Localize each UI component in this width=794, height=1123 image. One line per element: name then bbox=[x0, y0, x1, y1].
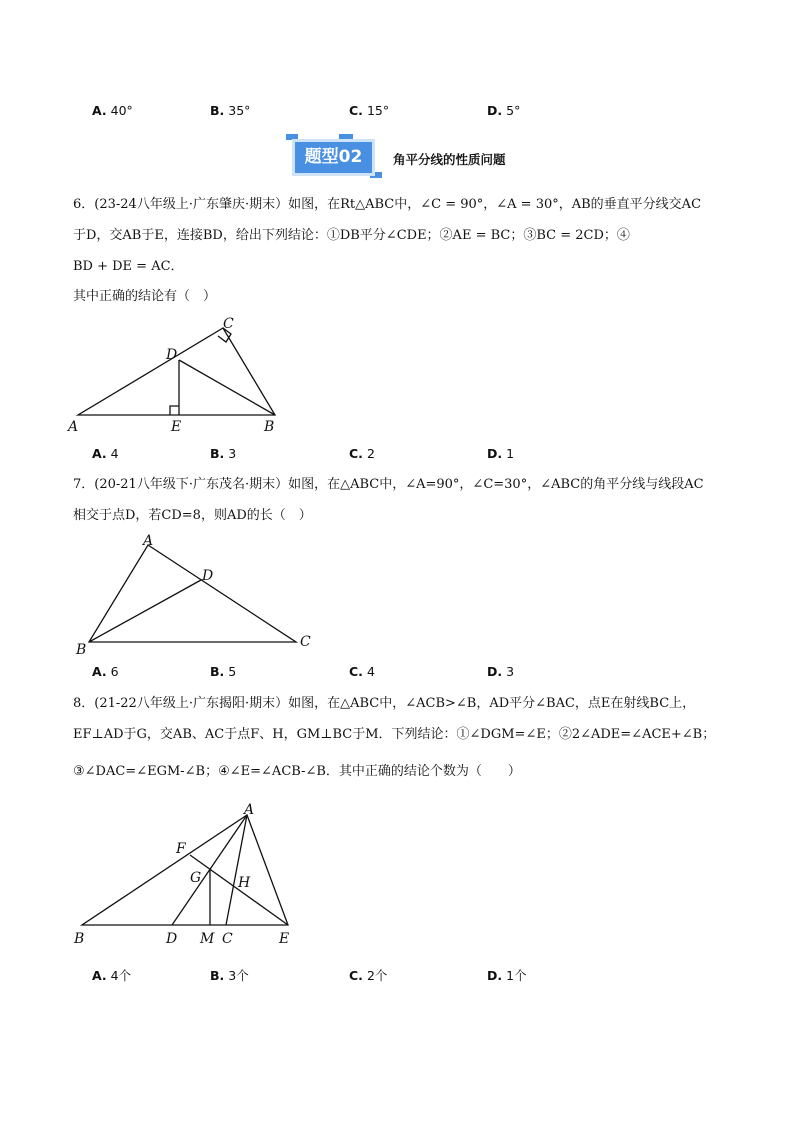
option-letter: D. bbox=[487, 446, 503, 461]
q7-segment-bd bbox=[89, 580, 201, 642]
q7-label-c: C bbox=[300, 634, 311, 650]
option-letter: B. bbox=[210, 968, 225, 983]
q6-segment-bd bbox=[179, 360, 275, 415]
q6-figure bbox=[60, 310, 300, 440]
q8-figure bbox=[60, 795, 320, 955]
option-letter: A. bbox=[92, 968, 107, 983]
q6-option-d[interactable] bbox=[487, 446, 514, 461]
q6-triangle-abc bbox=[78, 328, 275, 415]
q8-stem-line1: 8．(21-22八年级上·广东揭阳·期末）如图，在△ABC中，∠ACB>∠B，AD平分∠BAC，点E在射线BC上， bbox=[73, 696, 696, 711]
option-value: 3个 bbox=[228, 968, 249, 983]
q7-figure bbox=[68, 530, 328, 660]
q5-option-d[interactable] bbox=[487, 103, 520, 118]
option-value: 4 bbox=[366, 664, 375, 679]
q7-option-b[interactable] bbox=[210, 664, 236, 679]
option-letter: A. bbox=[92, 103, 107, 118]
q6-label-a: A bbox=[68, 419, 79, 435]
option-value: 3 bbox=[228, 446, 237, 461]
option-value: 40° bbox=[110, 103, 133, 118]
section-badge: 题型02 bbox=[292, 139, 375, 176]
q6-right-angle-e bbox=[170, 406, 179, 415]
q6-option-c[interactable] bbox=[349, 446, 375, 461]
section-title: 角平分线的性质问题 bbox=[393, 152, 506, 167]
option-letter: C. bbox=[349, 446, 363, 461]
q7-stem-line2: 相交于点D，若CD=8，则AD的长（ ） bbox=[73, 508, 312, 523]
option-letter: D. bbox=[487, 968, 503, 983]
q5-option-b[interactable] bbox=[210, 103, 250, 118]
q8-label-h: H bbox=[238, 875, 251, 891]
q7-option-d[interactable] bbox=[487, 664, 514, 679]
option-value: 4个 bbox=[110, 968, 132, 983]
option-value: 5 bbox=[228, 664, 237, 679]
q8-stem-line2: EF⊥AD于G，交AB、AC于点F、H，GM⊥BC于M．下列结论：①∠DGM=∠E；②2∠ADE=∠ACE+∠B； bbox=[73, 727, 716, 742]
option-value: 4 bbox=[110, 446, 119, 461]
q8-label-m: M bbox=[200, 931, 215, 947]
q6-label-b: B bbox=[264, 419, 275, 435]
option-value: 2 bbox=[366, 446, 375, 461]
option-value: 35° bbox=[228, 103, 251, 118]
q5-option-c[interactable] bbox=[349, 103, 389, 118]
q6-stem-line2: 于D，交AB于E，连接BD，给出下列结论：①DB平分∠CDE；②AE = BC；③BC = 2CD；④ bbox=[73, 228, 630, 243]
option-letter: C. bbox=[349, 968, 363, 983]
q5-option-a[interactable] bbox=[92, 103, 133, 118]
q7-option-c[interactable] bbox=[349, 664, 375, 679]
option-letter: B. bbox=[210, 103, 225, 118]
q7-triangle-abc bbox=[89, 545, 296, 642]
option-value: 6 bbox=[110, 664, 119, 679]
option-value: 15° bbox=[366, 103, 390, 118]
q7-label-d: D bbox=[202, 568, 214, 584]
q6-stem-line3: BD + DE = AC． bbox=[73, 259, 184, 274]
q8-option-d[interactable] bbox=[487, 966, 527, 984]
option-value: 1 bbox=[506, 446, 515, 461]
q7-option-a[interactable] bbox=[92, 664, 119, 679]
q6-label-d: D bbox=[166, 347, 178, 363]
option-letter: A. bbox=[92, 664, 107, 679]
q6-label-c: C bbox=[223, 316, 234, 332]
option-letter: C. bbox=[349, 664, 363, 679]
q8-label-d: D bbox=[166, 931, 178, 947]
q8-label-b: B bbox=[74, 931, 85, 947]
q8-label-c: C bbox=[222, 931, 233, 947]
q6-option-a[interactable] bbox=[92, 446, 119, 461]
option-letter: D. bbox=[487, 103, 503, 118]
q8-label-e: E bbox=[279, 931, 290, 947]
q8-label-g: G bbox=[190, 870, 202, 886]
q7-label-a: A bbox=[143, 533, 154, 549]
option-letter: B. bbox=[210, 446, 225, 461]
q6-stem-line1: 6．(23-24八年级上·广东肇庆·期末）如图，在Rt△ABC中，∠C = 90°，∠A = 30°，AB的垂直平分线交AC bbox=[73, 197, 702, 212]
q8-triangle-abe bbox=[82, 815, 288, 925]
q8-stem-line3: ③∠DAC=∠EGM-∠B；④∠E=∠ACB-∠B．其中正确的结论个数为（ ） bbox=[73, 764, 521, 779]
q6-stem-line4: 其中正确的结论有（ ） bbox=[73, 289, 217, 304]
option-value: 2个 bbox=[366, 968, 388, 983]
option-value: 1个 bbox=[506, 968, 527, 983]
option-value: 5° bbox=[506, 103, 521, 118]
q8-option-c[interactable] bbox=[349, 966, 387, 984]
option-letter: B. bbox=[210, 664, 225, 679]
option-letter: A. bbox=[92, 446, 107, 461]
q7-stem-line1: 7．(20-21八年级下·广东茂名·期末）如图，在△ABC中，∠A=90°，∠C=30°，∠ABC的角平分线与线段AC bbox=[73, 477, 704, 492]
q6-label-e: E bbox=[171, 419, 182, 435]
q8-label-f: F bbox=[176, 841, 186, 857]
option-value: 3 bbox=[506, 664, 515, 679]
q6-option-b[interactable] bbox=[210, 446, 236, 461]
option-letter: C. bbox=[349, 103, 363, 118]
q8-option-a[interactable] bbox=[92, 966, 131, 984]
q7-label-b: B bbox=[76, 642, 87, 658]
q8-option-b[interactable] bbox=[210, 966, 249, 984]
option-letter: D. bbox=[487, 664, 503, 679]
q8-label-a: A bbox=[244, 802, 255, 818]
